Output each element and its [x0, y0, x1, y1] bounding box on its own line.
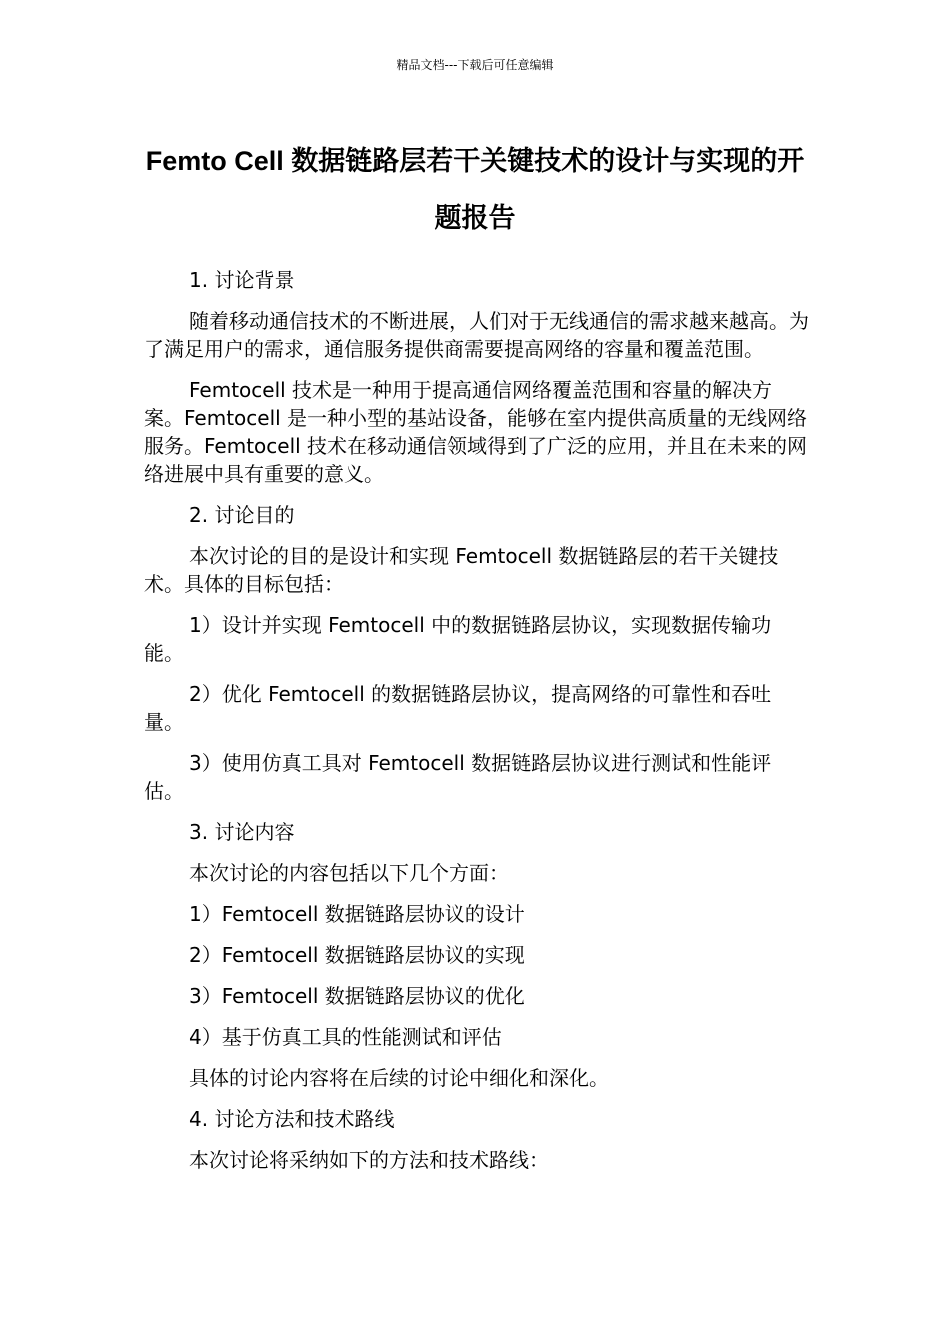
- list-item: 2）优化 Femtocell 的数据链路层协议，提高网络的可靠性和吞吐量。: [144, 682, 772, 734]
- header-note: 精品文档---下载后可任意编辑: [396, 58, 554, 72]
- paragraph: Femtocell 技术是一种用于提高通信网络覆盖范围和容量的解决方案。Femtocell 是一种小型的基站设备，能够在室内提供高质量的无线网络服务。Femtocell 技术在移动通信领域得到了广泛的应用，并且在未来的网络进展中具有重要的意义。: [144, 378, 808, 486]
- paragraph: 具体的讨论内容将在后续的讨论中细化和深化。: [189, 1066, 609, 1090]
- list-item: 3）Femtocell 数据链路层协议的优化: [189, 984, 525, 1008]
- list-item: 4）基于仿真工具的性能测试和评估: [189, 1025, 502, 1049]
- paragraph: 本次讨论的内容包括以下几个方面：: [189, 861, 509, 885]
- document-title: Femto Cell 数据链路层若干关键技术的设计与实现的开题报告: [145, 146, 805, 233]
- section-heading-purpose: 2. 讨论目的: [189, 503, 295, 527]
- document-body: [144, 266, 809, 1187]
- section-heading-method: 4. 讨论方法和技术路线: [189, 1107, 395, 1131]
- section-heading-background: 1. 讨论背景: [189, 268, 295, 292]
- list-item: 3）使用仿真工具对 Femtocell 数据链路层协议进行测试和性能评估。: [144, 751, 772, 803]
- paragraph: 随着移动通信技术的不断进展，人们对于无线通信的需求越来越高。为了满足用户的需求，通信服务提供商需要提高网络的容量和覆盖范围。: [144, 309, 809, 361]
- paragraph: 本次讨论的目的是设计和实现 Femtocell 数据链路层的若干关键技术。具体的目标包括：: [144, 544, 779, 596]
- list-item: 2）Femtocell 数据链路层协议的实现: [189, 943, 525, 967]
- section-heading-content: 3. 讨论内容: [189, 820, 295, 844]
- list-item: 1）Femtocell 数据链路层协议的设计: [189, 902, 525, 926]
- list-item: 1）设计并实现 Femtocell 中的数据链路层协议，实现数据传输功能。: [144, 613, 772, 665]
- paragraph: 本次讨论将采纳如下的方法和技术路线：: [189, 1148, 549, 1172]
